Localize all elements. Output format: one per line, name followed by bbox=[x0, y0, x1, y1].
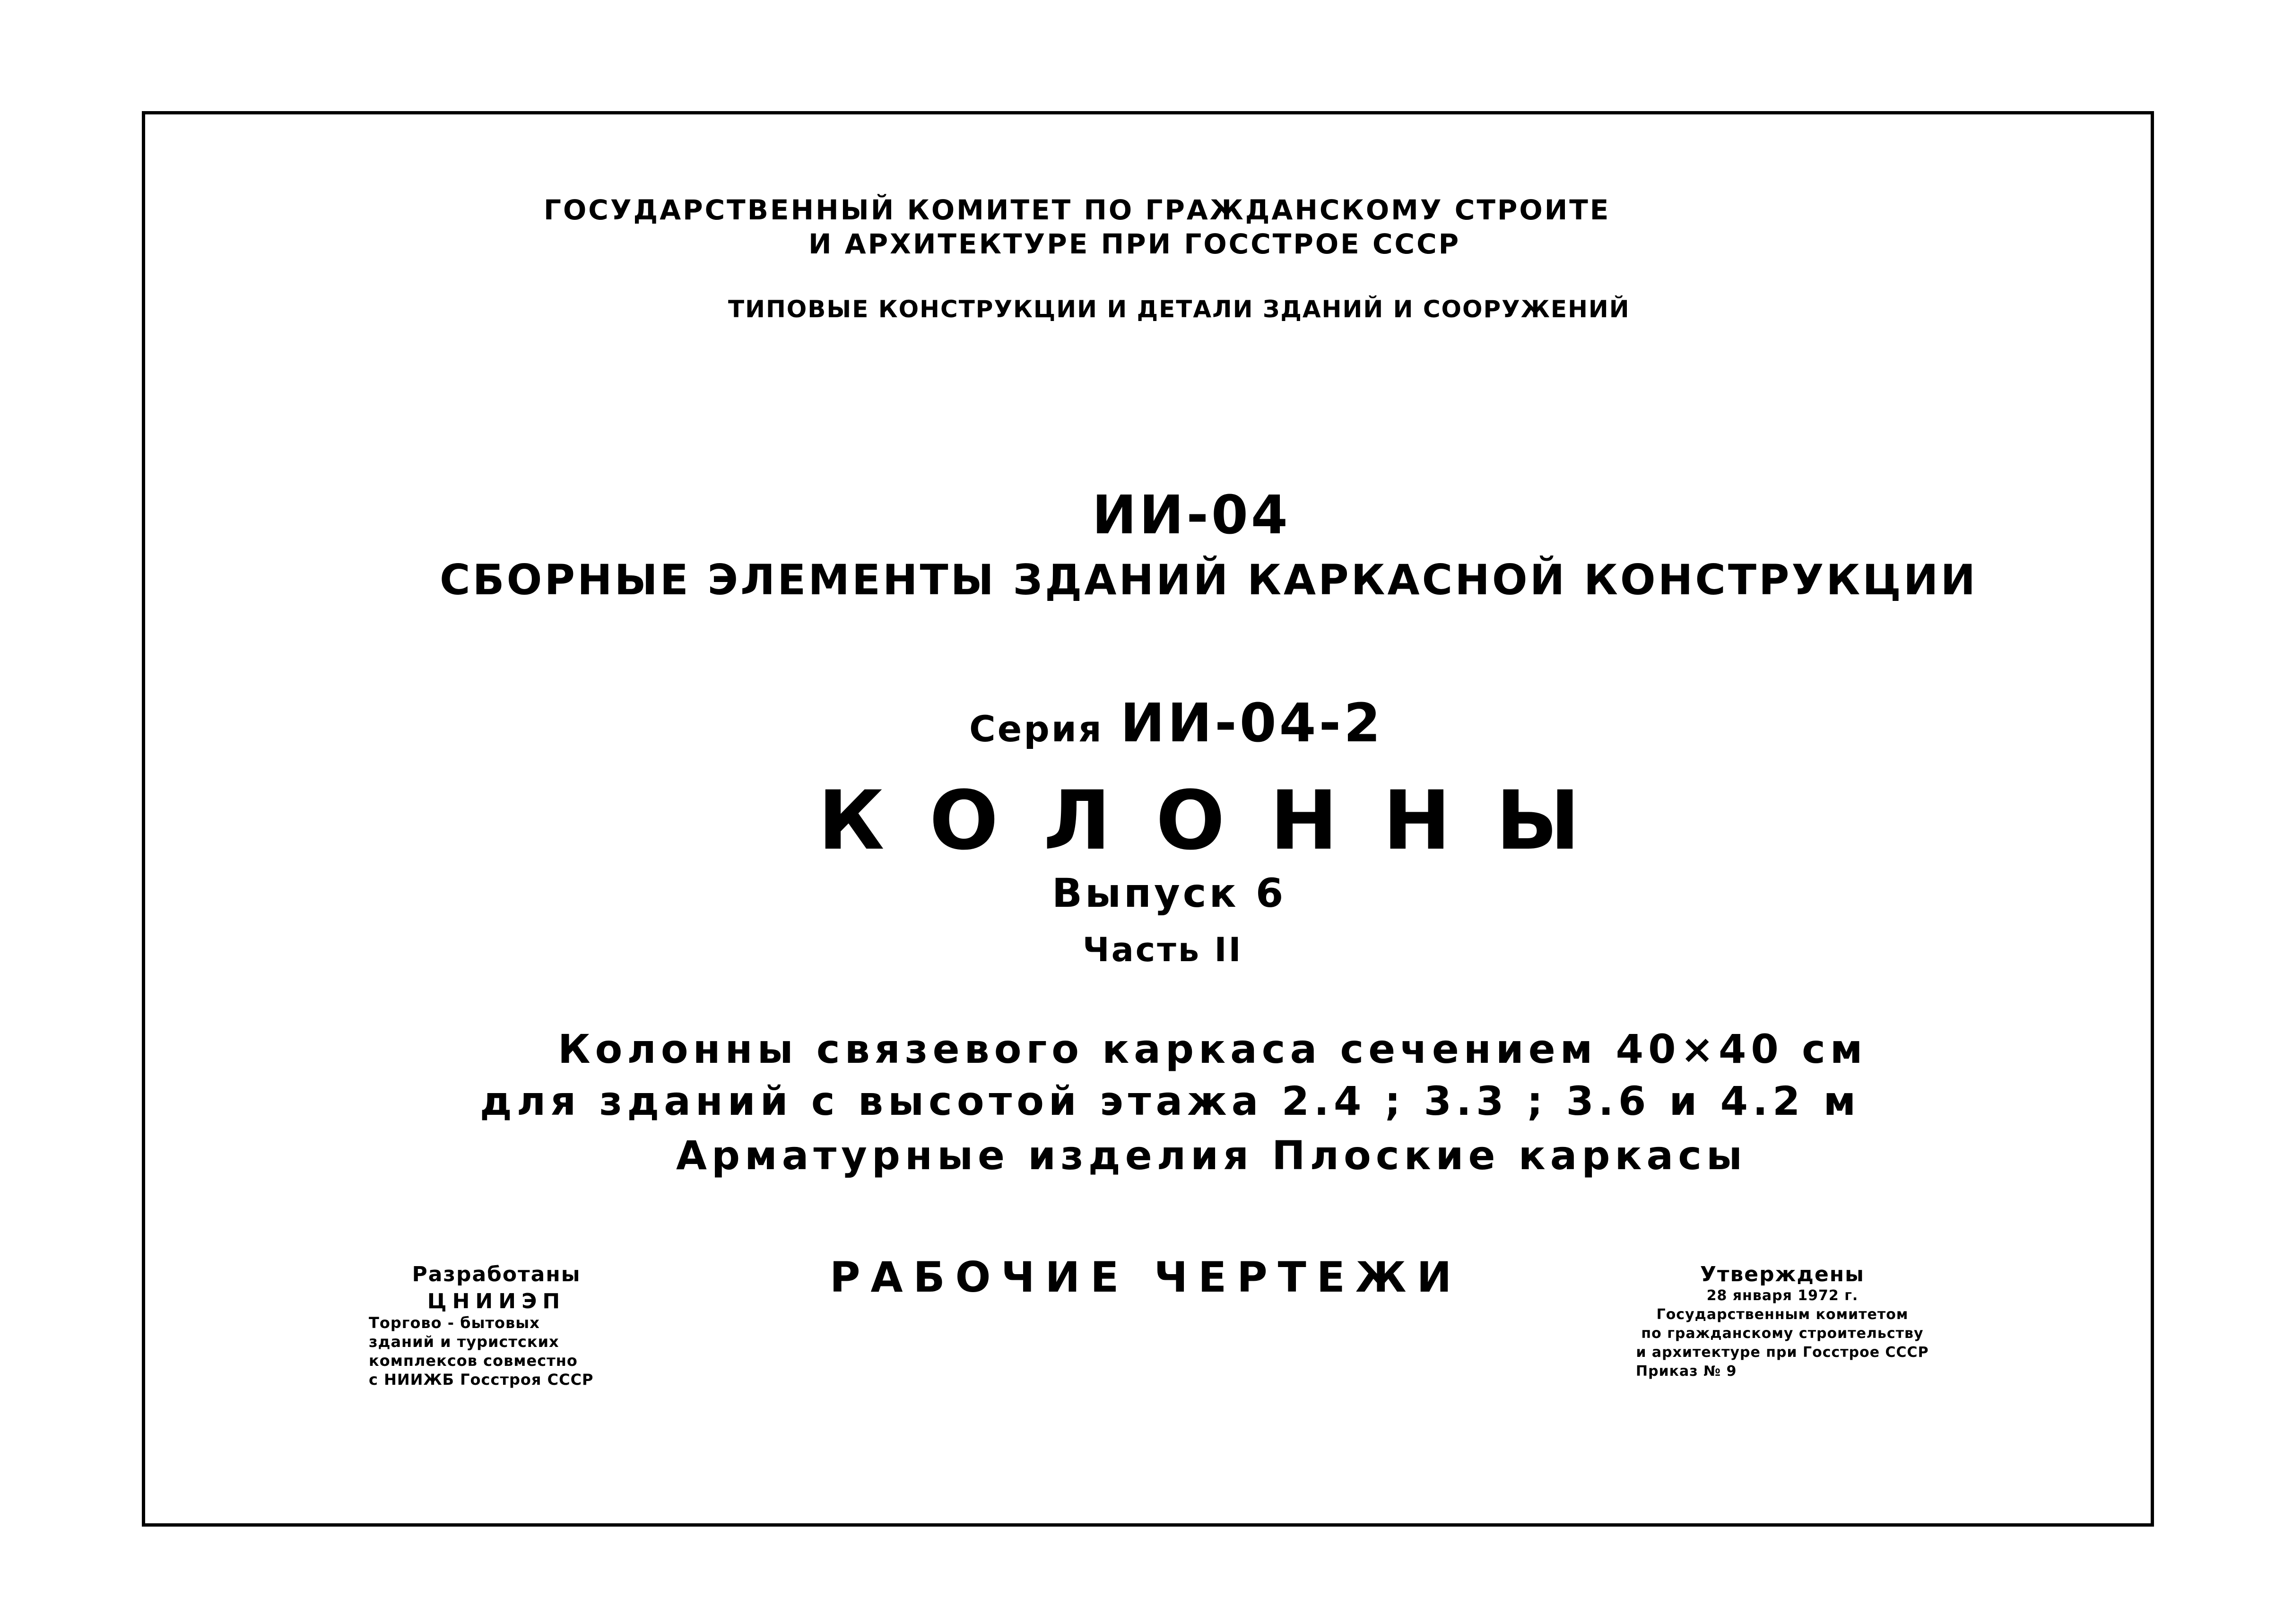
series-row bbox=[969, 693, 1383, 754]
approval-heading: Утверждены bbox=[1700, 1262, 1865, 1286]
ministry-line-2: И АРХИТЕКТУРЕ ПРИ ГОССТРОЕ СССР bbox=[808, 228, 1461, 260]
approval-line: 28 января 1972 г. bbox=[1706, 1287, 1859, 1304]
issue-number: Выпуск 6 bbox=[1052, 870, 1286, 916]
drawings-label: РАБОЧИЕ ЧЕРТЕЖИ bbox=[830, 1253, 1462, 1302]
document-code: ИИ-04 bbox=[1092, 485, 1291, 546]
document-subtitle: СБОРНЫЕ ЭЛЕМЕНТЫ ЗДАНИЙ КАРКАСНОЙ КОНСТРУКЦИИ bbox=[440, 556, 1978, 604]
description-line-3: Арматурные изделия Плоские каркасы bbox=[676, 1132, 1747, 1179]
developer-block bbox=[364, 1262, 629, 1389]
series-label: Серия bbox=[969, 708, 1103, 750]
developer-heading: Разработаны bbox=[412, 1262, 581, 1286]
series-code: ИИ-04-2 bbox=[1120, 693, 1384, 754]
approval-line: по гражданскому строительству bbox=[1641, 1325, 1924, 1342]
approval-block bbox=[1598, 1262, 1967, 1381]
developer-org: ЦНИИЭП bbox=[427, 1289, 566, 1313]
main-title: КОЛОННЫ bbox=[818, 773, 1625, 868]
approval-line: и архитектуре при Госстрое СССР bbox=[1636, 1344, 1929, 1361]
developer-line: комплексов совместно bbox=[369, 1352, 578, 1370]
developer-line: зданий и туристских bbox=[369, 1333, 559, 1351]
developer-line: с НИИЖБ Госстроя СССР bbox=[369, 1371, 594, 1389]
description-line-1: Колонны связевого каркаса сечением 40×40 см bbox=[558, 1026, 1867, 1072]
approval-line: Государственным комитетом bbox=[1656, 1306, 1909, 1323]
series-type: ТИПОВЫЕ КОНСТРУКЦИИ И ДЕТАЛИ ЗДАНИЙ И СООРУЖЕНИЙ bbox=[728, 295, 1630, 323]
part-number: Часть II bbox=[1083, 930, 1243, 969]
description-line-2: для зданий с высотой этажа 2.4 ; 3.3 ; 3.6 и 4.2 м bbox=[480, 1078, 1861, 1124]
developer-line: Торгово - бытовых bbox=[369, 1314, 540, 1332]
ministry-line-1: ГОСУДАРСТВЕННЫЙ КОМИТЕТ ПО ГРАЖДАНСКОМУ СТРОИТЕ bbox=[544, 194, 1611, 226]
approval-order: Приказ № 9 bbox=[1636, 1363, 1737, 1380]
